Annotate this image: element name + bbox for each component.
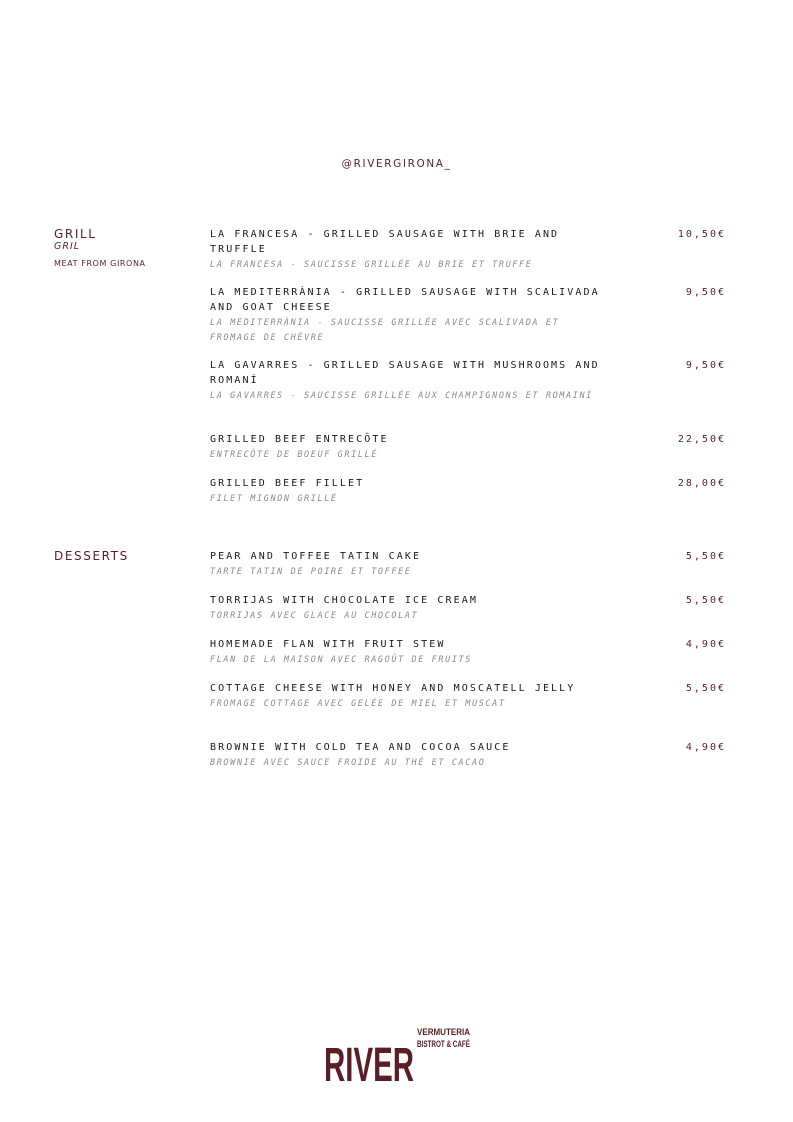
item-name: LA FRANCESA - GRILLED SAUSAGE WITH BRIE AND TRUFFLE — [210, 229, 560, 255]
menu-item — [210, 227, 730, 273]
item-name: TORRIJAS WITH CHOCOLATE ICE CREAM — [210, 595, 478, 606]
item-name: PEAR AND TOFFEE TATIN CAKE — [210, 551, 422, 562]
logo-tagline-1: VERMUTERIA — [417, 1027, 471, 1038]
logo-wordmark: RIVER — [324, 1039, 414, 1084]
item-price: 4,90€ — [685, 742, 726, 753]
instagram-handle: @RIVERGIRONA_ — [341, 158, 452, 170]
section-note: MEAT FROM GIRONA — [54, 259, 146, 268]
item-translation: FLAN DE LA MAISON AVEC RAGOÛT DE FRUITS — [210, 655, 472, 665]
menu-item — [210, 637, 730, 668]
menu-item — [210, 549, 730, 580]
item-name: HOMEMADE FLAN WITH FRUIT STEW — [210, 639, 446, 650]
section-title: GRILL — [54, 227, 97, 241]
item-translation: BROWNIE AVEC SAUCE FROIDE AU THÉ ET CACAO — [210, 758, 486, 768]
item-price: 9,50€ — [685, 287, 726, 298]
item-translation: ENTRECÔTE DE BOEUF GRILLÉ — [210, 450, 378, 460]
item-price: 28,00€ — [677, 478, 726, 489]
menu-item — [210, 476, 730, 507]
section-label-grill — [54, 228, 146, 268]
menu-item — [210, 358, 730, 404]
item-translation: FROMAGE COTTAGE AVEC GELÉE DE MIEL ET MUSCAT — [210, 699, 506, 709]
logo-tagline-2: BISTROT & CAFÉ — [417, 1039, 470, 1050]
menu-item — [210, 740, 730, 771]
item-translation: LA FRANCESA - SAUCISSE GRILLÉE AU BRIE ET TRUFFE — [210, 260, 533, 270]
item-translation: FILET MIGNON GRILLÉ — [210, 494, 338, 504]
menu-item — [210, 285, 730, 346]
item-price: 9,50€ — [685, 360, 726, 371]
menu-item — [210, 681, 730, 712]
item-price: 4,90€ — [685, 639, 726, 650]
item-name: GRILLED BEEF FILLET — [210, 478, 365, 489]
menu-item — [210, 593, 730, 624]
item-name: COTTAGE CHEESE WITH HONEY AND MOSCATELL JELLY — [210, 683, 576, 694]
item-translation: LA MEDITERRÀNIA - SAUCISSE GRILLÉE AVEC SCALIVADA ET FROMAGE DE CHÈVRE — [210, 318, 560, 343]
item-translation: LA GAVARRES - SAUCISSE GRILLÉE AUX CHAMPIGNONS ET ROMAINÍ — [210, 391, 593, 401]
item-translation: TARTE TATIN DE POIRE ET TOFFEE — [210, 567, 412, 577]
item-name: BROWNIE WITH COLD TEA AND COCOA SAUCE — [210, 742, 511, 753]
item-price: 5,50€ — [685, 683, 726, 694]
item-price: 22,50€ — [677, 434, 726, 445]
item-price: 5,50€ — [685, 551, 726, 562]
item-name: LA MEDITERRÀNIA - GRILLED SAUSAGE WITH SCALIVADA AND GOAT CHEESE — [210, 287, 600, 313]
section-subtitle: GRIL — [54, 241, 81, 252]
item-name: LA GAVARRES - GRILLED SAUSAGE WITH MUSHROOMS AND ROMANÍ — [210, 360, 600, 386]
section-label-desserts — [54, 550, 129, 563]
menu-item — [210, 432, 730, 463]
item-name: GRILLED BEEF ENTRECÔTE — [210, 434, 389, 445]
item-translation: TORRIJAS AVEC GLACE AU CHOCOLAT — [210, 611, 419, 621]
river-logo — [324, 1022, 474, 1084]
section-title: DESSERTS — [54, 549, 129, 563]
item-price: 5,50€ — [685, 595, 726, 606]
item-price: 10,50€ — [677, 229, 726, 240]
